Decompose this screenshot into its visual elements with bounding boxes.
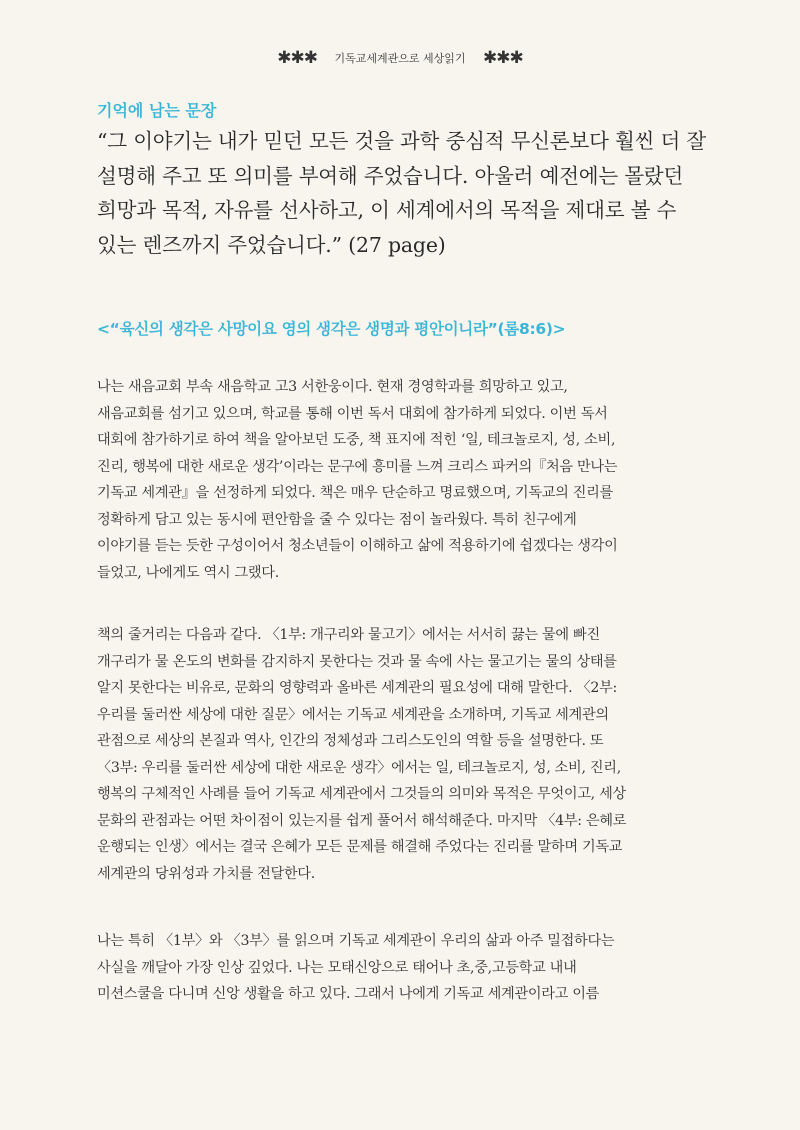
page-header — [0, 48, 800, 68]
memorable-quote — [97, 124, 737, 262]
quote-line: “그 이야기는 내가 믿던 모든 것을 과학 중심적 무신론보다 훨씬 더 잘 — [97, 129, 707, 153]
quote-line: 설명해 주고 또 의미를 부여해 주었습니다. 아울러 예전에는 몰랐던 — [97, 163, 684, 188]
text-line: 관점으로 세상의 본질과 역사, 인간의 정체성과 그리스도인의 역할 등을 설명한다. 또 — [97, 733, 604, 749]
paragraph-summary — [97, 622, 717, 887]
quote-line: 희망과 목적, 자유를 선사하고, 이 세계에서의 목적을 제대로 볼 수 — [97, 198, 677, 222]
text-line: 진리, 행복에 대한 새로운 생각’이라는 문구에 흥미를 느껴 크리스 파커의『처음 만나는 — [97, 458, 618, 475]
text-line: 새음교회를 섬기고 있으며, 학교를 통해 이번 독서 대회에 참가하게 되었다. 이번 독서 — [97, 405, 608, 422]
text-line: 나는 새음교회 부속 새음학교 고3 서한웅이다. 현재 경영학과를 희망하고 있고, — [97, 379, 568, 395]
text-line: 나는 특히 〈1부〉와 〈3부〉를 읽으며 기독교 세계관이 우리의 삶과 아주 밀접하다는 — [97, 933, 615, 949]
text-line: 개구리가 물 온도의 변화를 감지하지 못한다는 것과 물 속에 사는 물고기는 물의 상태를 — [97, 653, 617, 670]
text-line: 〈3부: 우리를 둘러싼 세상에 대한 새로운 생각〉에서는 일, 테크놀로지, 성, 소비, 진리, — [97, 759, 621, 776]
text-line: 정확하게 담고 있는 동시에 편안함을 줄 수 있다는 점이 놀라웠다. 특히 친구에게 — [97, 511, 577, 528]
text-line: 기독교 세계관』을 선정하게 되었다. 책은 매우 단순하고 명료했으며, 기독교의 진리를 — [97, 485, 613, 501]
paragraph-intro — [97, 374, 717, 586]
text-line: 대회에 참가하기로 하여 책을 알아보던 도중, 책 표지에 적힌 ‘일, 테크놀로지, 성, 소비, — [97, 432, 616, 448]
quote-line: 있는 렌즈까지 주었습니다.” (27 page) — [97, 232, 446, 257]
text-line: 사실을 깨달아 가장 인상 깊었다. 나는 모태신앙으로 태어나 초,중,고등학교 내내 — [97, 959, 577, 976]
text-line: 알지 못한다는 비유로, 문화의 영향력과 올바른 세계관의 필요성에 대해 말한다. 〈2부: — [97, 680, 617, 696]
text-line: 들었고, 나에게도 역시 그랬다. — [97, 564, 279, 581]
text-line: 이야기를 듣는 듯한 구성이어서 청소년들이 이해하고 삶에 적용하기에 쉽겠다는 생각이 — [97, 538, 618, 554]
paragraph-impression — [97, 928, 717, 1008]
text-line: 행복의 구체적인 사례를 들어 기독교 세계관에서 그것들의 의미와 목적은 무엇이고, 세상 — [97, 786, 626, 802]
header-title: 기독교세계관으로 세상읽기 — [334, 52, 466, 65]
header-stars-left: ✱✱✱ — [277, 48, 317, 68]
text-line: 운행되는 인생〉에서는 결국 은혜가 모든 문제를 해결해 주었다는 진리를 말하며 기독교 — [97, 839, 623, 855]
header-stars-right: ✱✱✱ — [483, 48, 523, 68]
text-line: 책의 줄거리는 다음과 같다. 〈1부: 개구리와 물고기〉에서는 서서히 끓는 물에 빠진 — [97, 627, 600, 643]
section-title: <“육신의 생각은 사망이요 영의 생각은 생명과 평안이니라”(롬8:6)> — [97, 320, 566, 338]
text-line: 문화의 관점과는 어떤 차이점이 있는지를 쉽게 풀어서 해석해준다. 마지막 〈4부: 은혜로 — [97, 812, 627, 829]
text-line: 우리를 둘러싼 세상에 대한 질문〉에서는 기독교 세계관을 소개하며, 기독교 세계관의 — [97, 706, 609, 723]
text-line: 미션스쿨을 다니며 신앙 생활을 하고 있다. 그래서 나에게 기독교 세계관이라고 이름 — [97, 986, 600, 1002]
text-line: 세계관의 당위성과 가치를 전달한다. — [97, 865, 315, 882]
memorable-sentence-label: 기억에 남는 문장 — [97, 101, 217, 120]
